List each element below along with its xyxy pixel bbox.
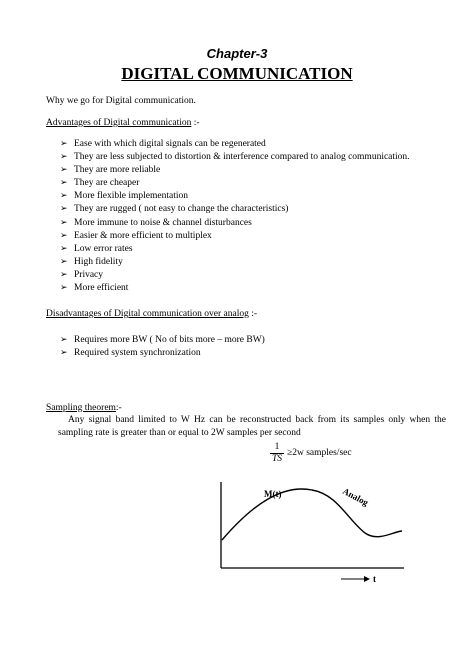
list-item: ➢ They are rugged ( not easy to change the characteristics) — [60, 203, 410, 216]
list-item: ➢ More efficient — [60, 282, 410, 295]
arrow-head-icon — [364, 576, 370, 582]
sampling-heading-suffix: :- — [115, 403, 122, 413]
analog-curve — [222, 489, 402, 540]
y-axis-label: M(t) — [264, 489, 282, 499]
disadvantages-heading-text: Disadvantages of Digital communication over analog — [46, 309, 249, 319]
sampling-theorem-text: Any signal band limited to W Hz can be reconstructed back from its samples only when the sampling rate is greater than or equal to 2W samples per second — [58, 415, 446, 438]
list-item: ➢ Required system synchronization — [60, 347, 265, 360]
page-title: DIGITAL COMMUNICATION — [121, 64, 353, 83]
list-item: ➢ Ease with which digital signals can be regenerated — [60, 138, 410, 151]
curve-label: Analog — [341, 485, 371, 508]
list-item: ➢ Easier & more efficient to multiplex — [60, 230, 410, 243]
list-item: ➢ They are more reliable — [60, 164, 410, 177]
list-item: ➢ Privacy — [60, 269, 410, 282]
list-item: ➢ More flexible implementation — [60, 190, 410, 203]
chapter-label: Chapter-3 — [206, 46, 268, 61]
formula-numerator: 1 — [274, 442, 280, 452]
disadvantages-heading-suffix: :- — [248, 309, 258, 319]
list-item: ➢ They are less subjected to distortion & interference compared to analog communication. — [60, 151, 410, 164]
advantages-heading-suffix: :- — [191, 118, 200, 128]
intro-text: Why we go for Digital communication. — [46, 96, 196, 106]
list-item: ➢ Low error rates — [60, 243, 410, 256]
x-axis-label: t — [373, 574, 376, 584]
advantages-heading-text: Advantages of Digital communication — [46, 118, 192, 128]
list-item: ➢ More immune to noise & channel disturbances — [60, 217, 410, 230]
list-item: ➢ They are cheaper — [60, 177, 410, 190]
formula-denominator: TS — [271, 454, 283, 464]
formula-inequality: ≥2w samples/sec — [287, 448, 352, 458]
list-item: ➢ Requires more BW ( No of bits more – more BW) — [60, 334, 265, 347]
list-item: ➢ High fidelity — [60, 256, 410, 269]
sampling-heading-text: Sampling theorem — [46, 403, 116, 413]
